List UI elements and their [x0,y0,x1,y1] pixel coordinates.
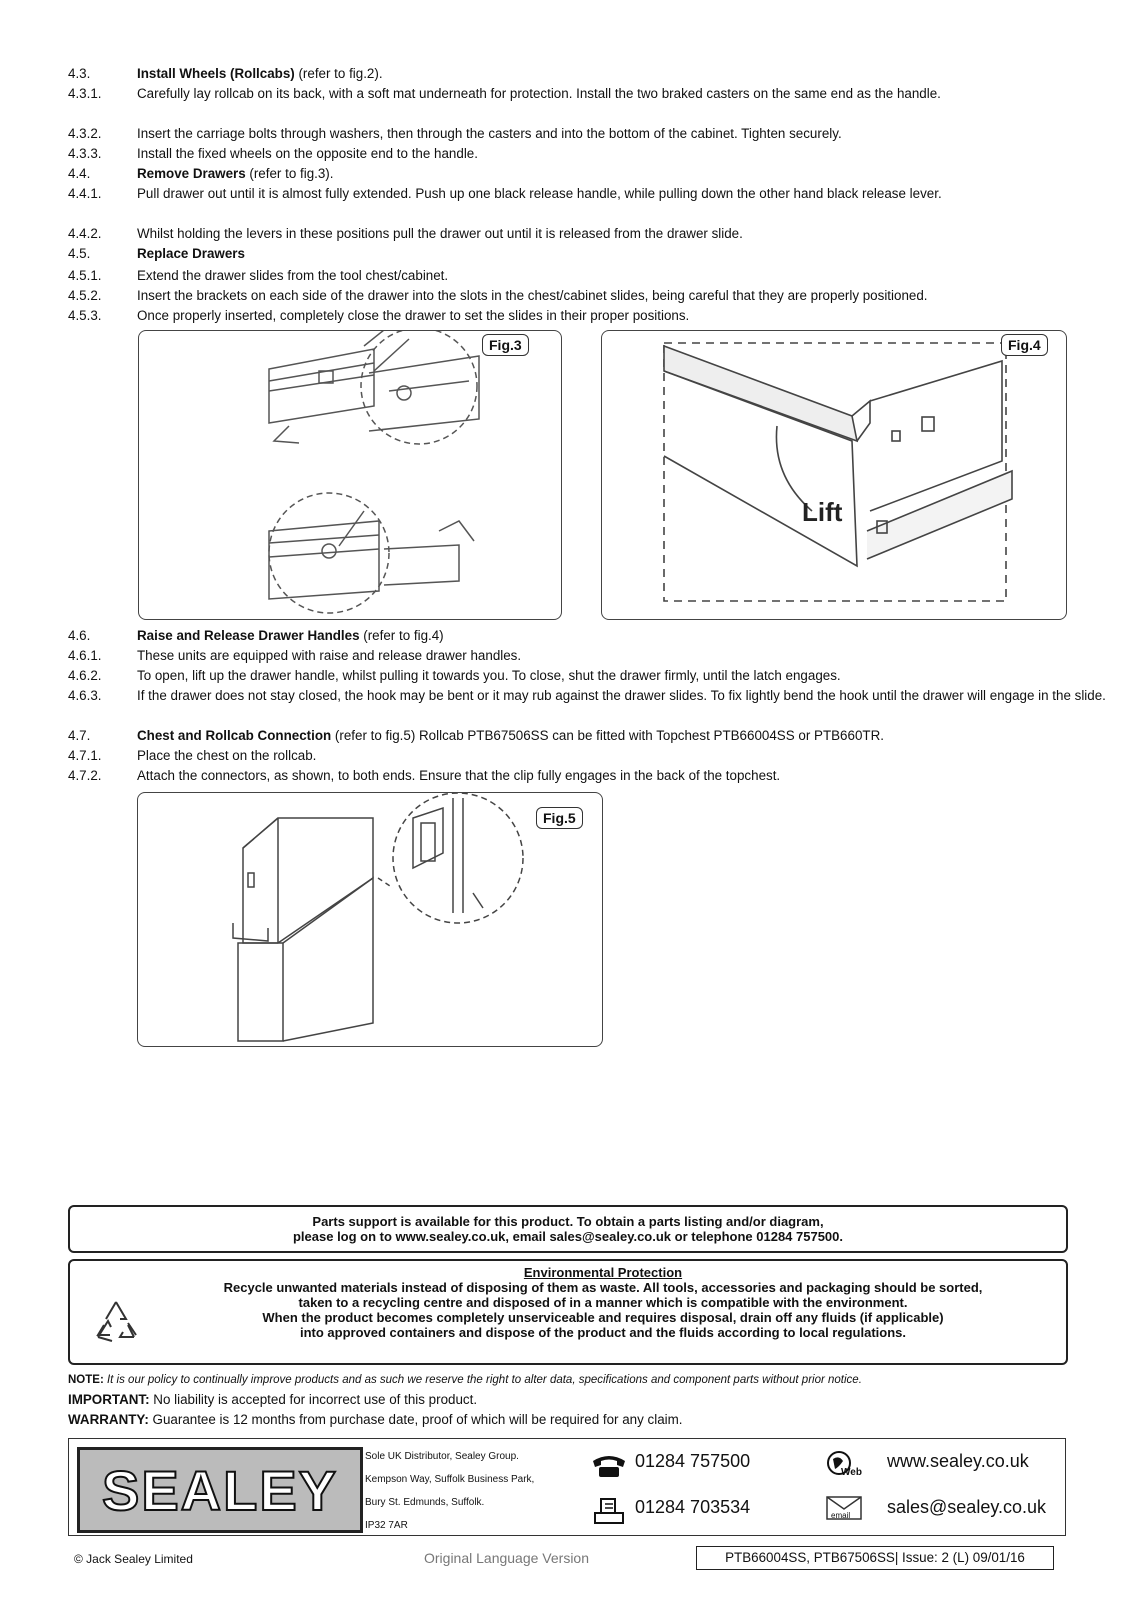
telephone-icon [589,1451,629,1479]
figure-4-label: Fig.4 [1001,334,1048,356]
figure-3 [138,330,562,620]
important-note: IMPORTANT: No liability is accepted for incorrect use of this product. [68,1392,478,1407]
language-version: Original Language Version [424,1550,590,1566]
contact-box [68,1438,1066,1536]
parts-support-line-1: Parts support is available for this product. To obtain a parts listing and/or diagram, [312,1214,824,1229]
figure-5 [137,792,603,1047]
parts-support-line-2: please log on to www.sealey.co.uk, email sales@sealey.co.uk or telephone 01284 757500. [292,1229,844,1244]
address-line-3: Bury St. Edmunds, Suffolk. [365,1497,485,1508]
environmental-title: Environmental Protection [523,1265,683,1280]
address-line-1: Sole UK Distributor, Sealey Group. [365,1451,519,1462]
environmental-line-3: When the product becomes completely unserviceable and requires disposal, drain off any fluids (if applicable) [262,1310,944,1325]
environmental-line-2: taken to a recycling centre and disposed of in a manner which is compatible with the environment. [298,1295,908,1310]
drawer-removal-diagram [139,331,561,619]
section-title: Raise and Release Drawer Handles [137,628,360,643]
address-line-2: Kempson Way, Suffolk Business Park, [365,1474,535,1485]
address-line-4: IP32 7AR [365,1520,408,1531]
copyright: © Jack Sealey Limited [74,1552,193,1566]
lift-label: Lift [802,497,843,527]
environmental-protection-box [68,1259,1068,1365]
email-link[interactable]: sales@sealey.co.uk [887,1497,1047,1517]
logo-text: SEALEY [101,1458,339,1522]
figure-5-label: Fig.5 [536,807,583,829]
web-label: Web [841,1467,862,1478]
address-block [365,1445,534,1537]
figure-3-label: Fig.3 [482,334,529,356]
phone-number[interactable]: 01284 757500 [635,1451,751,1471]
figure-4 [601,330,1067,620]
fax-number[interactable]: 01284 703534 [635,1497,751,1517]
issue-box: PTB66004SS, PTB67506SS| Issue: 2 (L) 09/01/16 [696,1546,1054,1570]
environmental-line-1: Recycle unwanted materials instead of disposing of them as waste. All tools, accessories and packaging should be sorted, [223,1280,983,1295]
fax-icon [589,1495,629,1525]
drawer-handle-diagram [602,331,1066,619]
section-title: Install Wheels (Rollcabs) [137,66,295,81]
parts-support-box [68,1205,1068,1253]
email-label: email [831,1511,851,1520]
website-link[interactable]: www.sealey.co.uk [887,1451,1029,1471]
environmental-line-4: into approved containers and dispose of the product and the fluids according to local regulations. [299,1325,906,1340]
sealey-logo [77,1447,363,1533]
section-title: Remove Drawers [137,166,246,181]
recycle-icon [90,1297,142,1347]
chest-rollcab-connection-diagram [138,793,602,1046]
section-title: Chest and Rollcab Connection [137,728,332,743]
section-title: Replace Drawers [137,246,245,261]
note: NOTE: It is our policy to continually improve products and as such we reserve the right to alter data, specifications and component parts without prior notice. [68,1374,862,1386]
warranty-note: WARRANTY: Guarantee is 12 months from purchase date, proof of which will be required for any claim. [68,1412,683,1427]
